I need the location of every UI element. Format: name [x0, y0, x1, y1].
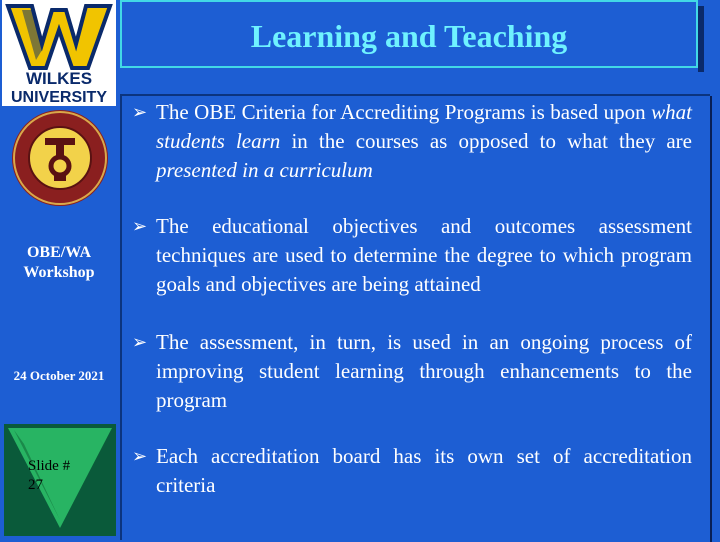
bullet-1-part-1: The OBE Criteria for Accrediting Programs is based upon [156, 100, 652, 124]
title-bar [120, 0, 698, 68]
workshop-line-2: Workshop [23, 264, 95, 281]
arrow-bullet-icon: ➢ [132, 102, 148, 122]
bullet-item-3 [132, 328, 692, 415]
date-label: 24 October 2021 [13, 368, 105, 383]
bullet-1-part-2: in the courses as opposed to what they are [280, 129, 692, 153]
bullet-1-emphasis-1: what students learn [156, 100, 692, 153]
utm-seal-logo [0, 108, 118, 208]
slide-label-text: Slide # [28, 458, 71, 474]
content-area [120, 94, 710, 540]
bullet-item-1 [132, 98, 692, 185]
arrow-bullet-icon: ➢ [132, 332, 148, 352]
wilkes-w-logo-icon [2, 0, 116, 106]
logo-text-bottom: UNIVERSITY [10, 89, 108, 106]
bullet-1-emphasis-2: presented in a curriculum [156, 158, 373, 182]
bullet-item-4 [132, 442, 692, 500]
slide-number-label [28, 457, 108, 495]
bullet-text-3: The assessment, in turn, is used in an ongoing process of improving student learning through enhancements to the program [156, 330, 692, 412]
bullet-text-4: Each accreditation board has its own set of accreditation criteria [156, 444, 692, 497]
sidebar [0, 0, 118, 540]
bullet-text-1 [156, 98, 692, 185]
wilkes-university-logo [2, 0, 116, 106]
arrow-bullet-icon: ➢ [132, 446, 148, 466]
workshop-line-1: OBE/WA [26, 244, 91, 261]
logo-text-top: WILKES [25, 69, 93, 88]
arrow-bullet-icon: ➢ [132, 216, 148, 236]
slide-title: Learning and Teaching [250, 18, 568, 54]
slide-number-value: 27 [28, 477, 43, 493]
workshop-label [0, 243, 118, 283]
bullet-text-2: The educational objectives and outcomes assessment techniques are used to determine the degree to which program goals and objectives are being attained [156, 214, 692, 296]
bullet-item-2 [132, 212, 692, 299]
university-seal-icon [0, 108, 118, 208]
